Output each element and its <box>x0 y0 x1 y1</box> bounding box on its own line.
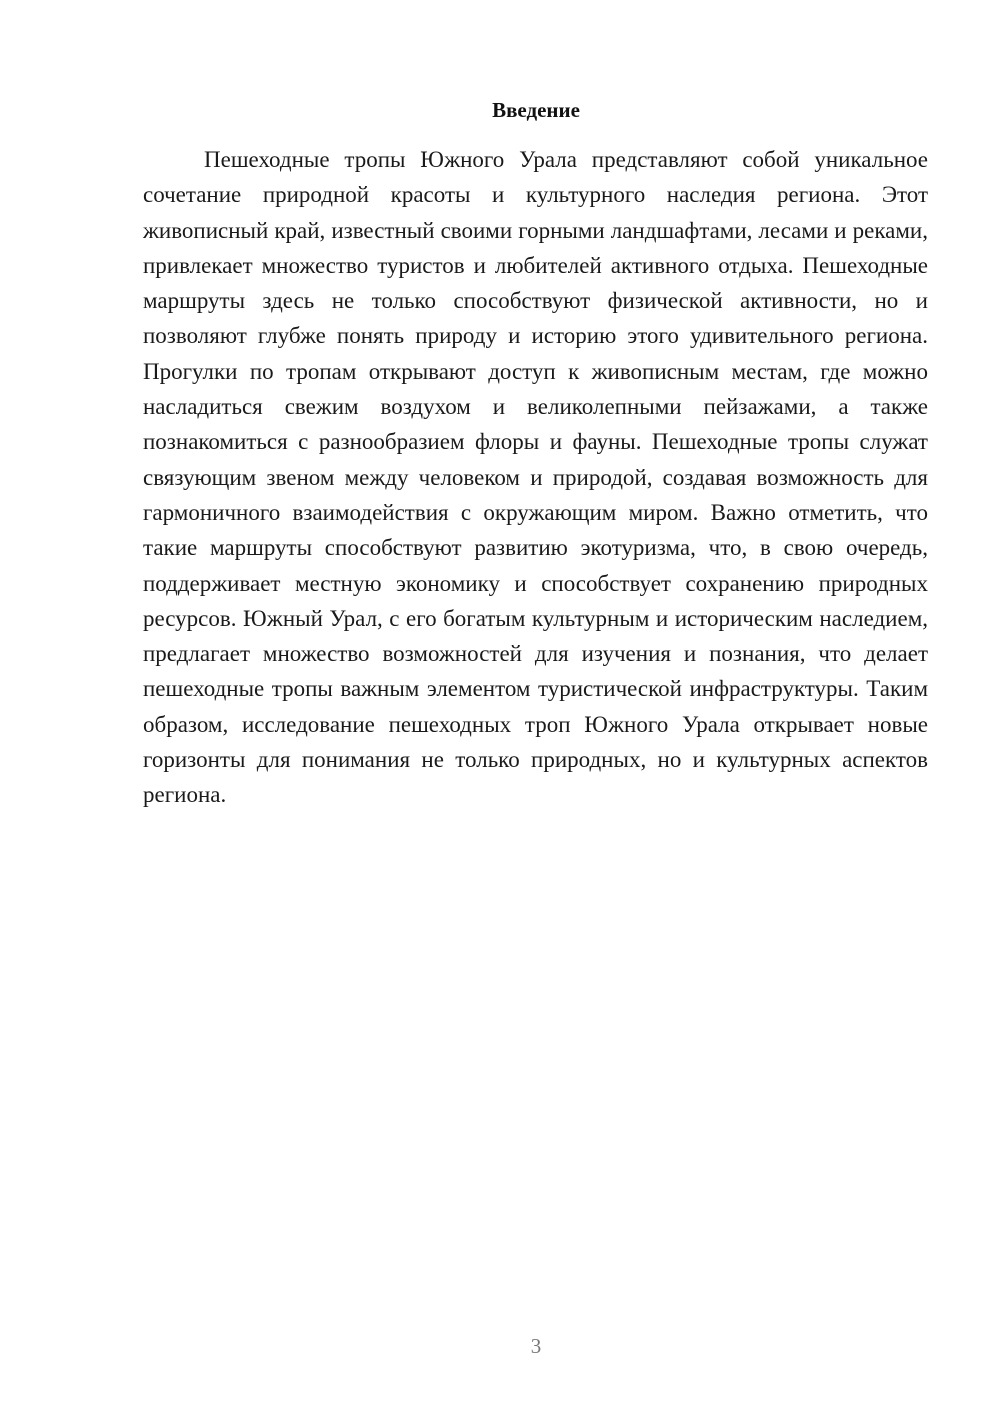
body-paragraph: Пешеходные тропы Южного Урала представляют собой уникальное сочетание природной красоты и культурного наследия региона. Этот живописный край, известный своими горными ландшафтами, лесами и реками, привлекает множество туристов и любителей активного отдыха. Пешеходные маршруты здесь не только способствуют физической активности, но и позволяют глубже понять природу и историю этого удивительного региона. Прогулки по тропам открывают доступ к живописным местам, где можно насладиться свежим воздухом и великолепными пейзажами, а также познакомиться с разнообразием флоры и фауны. Пешеходные тропы служат связующим звеном между человеком и природой, создавая возможность для гармоничного взаимодействия с окружающим миром. Важно отметить, что такие маршруты способствуют развитию экотуризма, что, в свою очередь, поддерживает местную экономику и способствует сохранению природных ресурсов. Южный Урал, с его богатым культурным и историческим наследием, предлагает множество возможностей для изучения и познания, что делает пешеходные тропы важным элементом туристической инфраструктуры. Таким образом, исследование пешеходных троп Южного Урала открывает новые горизонты для понимания не только природных, но и культурных аспектов региона. <box>143 147 928 808</box>
section-title: Введение <box>492 98 580 122</box>
page-number: 3 <box>530 1334 542 1358</box>
